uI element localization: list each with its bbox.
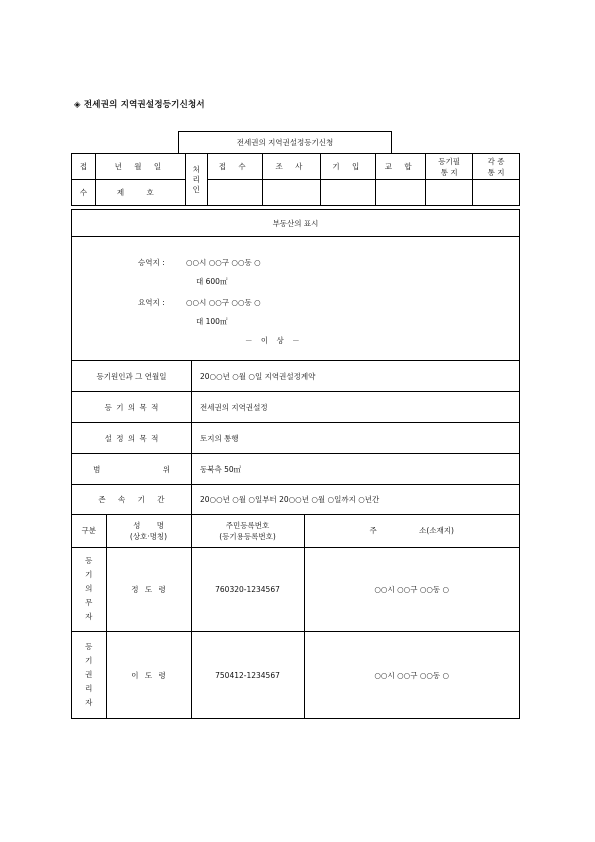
obligee-name: 이 도 령 bbox=[106, 631, 191, 719]
obligor-address: ○○시 ○○구 ○○동 ○ bbox=[304, 547, 519, 631]
obligor-name: 정 도 령 bbox=[106, 547, 191, 631]
receipt-receive-label: 접 수 bbox=[218, 162, 251, 171]
purpose-value: 전세권의 지역권설정 bbox=[200, 402, 268, 412]
name-header bbox=[106, 515, 191, 547]
obligee-role-cell bbox=[72, 631, 106, 719]
dominant-address: ○○시 ○○구 ○○동 ○ bbox=[186, 298, 261, 307]
receipt-reg-notice-blank bbox=[426, 180, 473, 206]
obligor-role-char: 의 bbox=[85, 584, 93, 593]
scope-row bbox=[72, 454, 519, 485]
duration-value: 20○○년 ○월 ○일부터 20○○년 ○월 ○일까지 ○년간 bbox=[200, 495, 380, 504]
receipt-each-notice-1: 각 종 bbox=[487, 156, 505, 166]
dominant-label: 요역지 : bbox=[138, 298, 165, 307]
receipt-process-2: 리 bbox=[192, 174, 200, 184]
setup-purpose-value: 토지의 통행 bbox=[200, 433, 239, 443]
receipt-each-notice-blank bbox=[473, 180, 520, 206]
receipt-reg-notice-1: 등기필 bbox=[438, 156, 460, 166]
property-header: 부동산의 표시 bbox=[272, 218, 319, 228]
obligee-role-char: 등 bbox=[85, 642, 93, 652]
receipt-each-notice-2: 통 지 bbox=[487, 167, 505, 177]
name-header-1: 성 명 bbox=[133, 520, 164, 530]
obligor-role-cell bbox=[72, 547, 106, 631]
servient-area: 대 600㎡ bbox=[196, 277, 228, 286]
servient-address: ○○시 ○○구 ○○동 ○ bbox=[186, 258, 261, 267]
parties-table bbox=[72, 515, 519, 719]
duration-label: 존 속 기 간 bbox=[72, 485, 192, 514]
id-header-1: 주민등록번호 bbox=[225, 520, 270, 530]
document-title: ◈ 전세권의 지역권설정등기신청서 bbox=[74, 100, 205, 110]
receipt-process-3: 인 bbox=[192, 184, 200, 194]
receipt-number-label: 제 호 bbox=[116, 188, 164, 197]
receipt-investigate-blank bbox=[262, 180, 321, 206]
dominant-area: 대 100㎡ bbox=[196, 317, 228, 326]
receipt-record-blank bbox=[321, 180, 376, 206]
setup-purpose-label: 설 정 의 목 적 bbox=[72, 423, 192, 453]
receipt-collate-blank bbox=[376, 180, 426, 206]
receipt-table bbox=[71, 153, 520, 206]
receipt-process-1: 처 bbox=[192, 164, 200, 174]
cause-label: 등기원인과 그 연월일 bbox=[72, 361, 192, 391]
property-header-row bbox=[72, 210, 519, 237]
id-header bbox=[191, 515, 304, 547]
receipt-collate-cell bbox=[376, 154, 426, 180]
receipt-record-cell bbox=[321, 154, 376, 180]
receipt-su-cell: 수 bbox=[72, 180, 96, 206]
receipt-date-cell bbox=[95, 154, 185, 180]
receipt-receive-blank bbox=[207, 180, 262, 206]
division-header: 구분 bbox=[72, 515, 106, 547]
receipt-record-label: 기 입 bbox=[332, 162, 365, 171]
servient-label: 승역지 : bbox=[138, 258, 165, 267]
scope-label: 범 위 bbox=[72, 454, 192, 484]
table-row bbox=[72, 631, 519, 719]
receipt-investigate-cell bbox=[262, 154, 321, 180]
receipt-number-cell bbox=[95, 180, 185, 206]
obligor-id: 760320-1234567 bbox=[191, 547, 304, 631]
obligor-role-char: 무 bbox=[85, 598, 93, 607]
receipt-each-notice-cell bbox=[473, 154, 520, 180]
obligee-role-char: 리 bbox=[85, 684, 93, 694]
end-mark: － 이 상 － bbox=[245, 336, 300, 345]
cause-row bbox=[72, 361, 519, 392]
obligee-role-char: 권 bbox=[85, 670, 93, 680]
obligee-id: 750412-1234567 bbox=[191, 631, 304, 719]
scope-value: 동북측 50㎡ bbox=[200, 464, 242, 474]
table-row bbox=[72, 547, 519, 631]
receipt-reg-notice-2: 통 지 bbox=[440, 167, 458, 177]
property-description bbox=[72, 237, 519, 361]
receipt-receive-cell bbox=[207, 154, 262, 180]
duration-row bbox=[72, 485, 519, 515]
obligee-role-char: 기 bbox=[85, 656, 93, 666]
id-header-2: (등기용등록번호) bbox=[219, 531, 276, 541]
receipt-caption: 전세권의 지역권설정등기신청 bbox=[178, 131, 392, 153]
receipt-date-label: 년 월 일 bbox=[114, 162, 167, 171]
application-form bbox=[71, 209, 520, 719]
receipt-investigate-label: 조 사 bbox=[275, 162, 308, 171]
receipt-process-cell bbox=[185, 154, 207, 206]
receipt-collate-label: 교 합 bbox=[384, 162, 417, 171]
purpose-row bbox=[72, 392, 519, 423]
obligor-role-char: 등 bbox=[85, 556, 93, 565]
name-header-2: (상호·명칭) bbox=[129, 531, 168, 541]
address-header: 주 소(소재지) bbox=[304, 515, 519, 547]
obligor-role-char: 기 bbox=[85, 570, 93, 579]
setup-purpose-row bbox=[72, 423, 519, 454]
receipt-jeop-cell: 접 bbox=[72, 154, 96, 180]
obligee-address: ○○시 ○○구 ○○동 ○ bbox=[304, 631, 519, 719]
receipt-reg-notice-cell bbox=[426, 154, 473, 180]
purpose-label: 등 기 의 목 적 bbox=[72, 392, 192, 422]
cause-value: 20○○년 ○월 ○일 지역권설정계약 bbox=[200, 371, 316, 381]
obligor-role-char: 자 bbox=[85, 612, 93, 621]
obligee-role-char: 자 bbox=[85, 698, 93, 708]
